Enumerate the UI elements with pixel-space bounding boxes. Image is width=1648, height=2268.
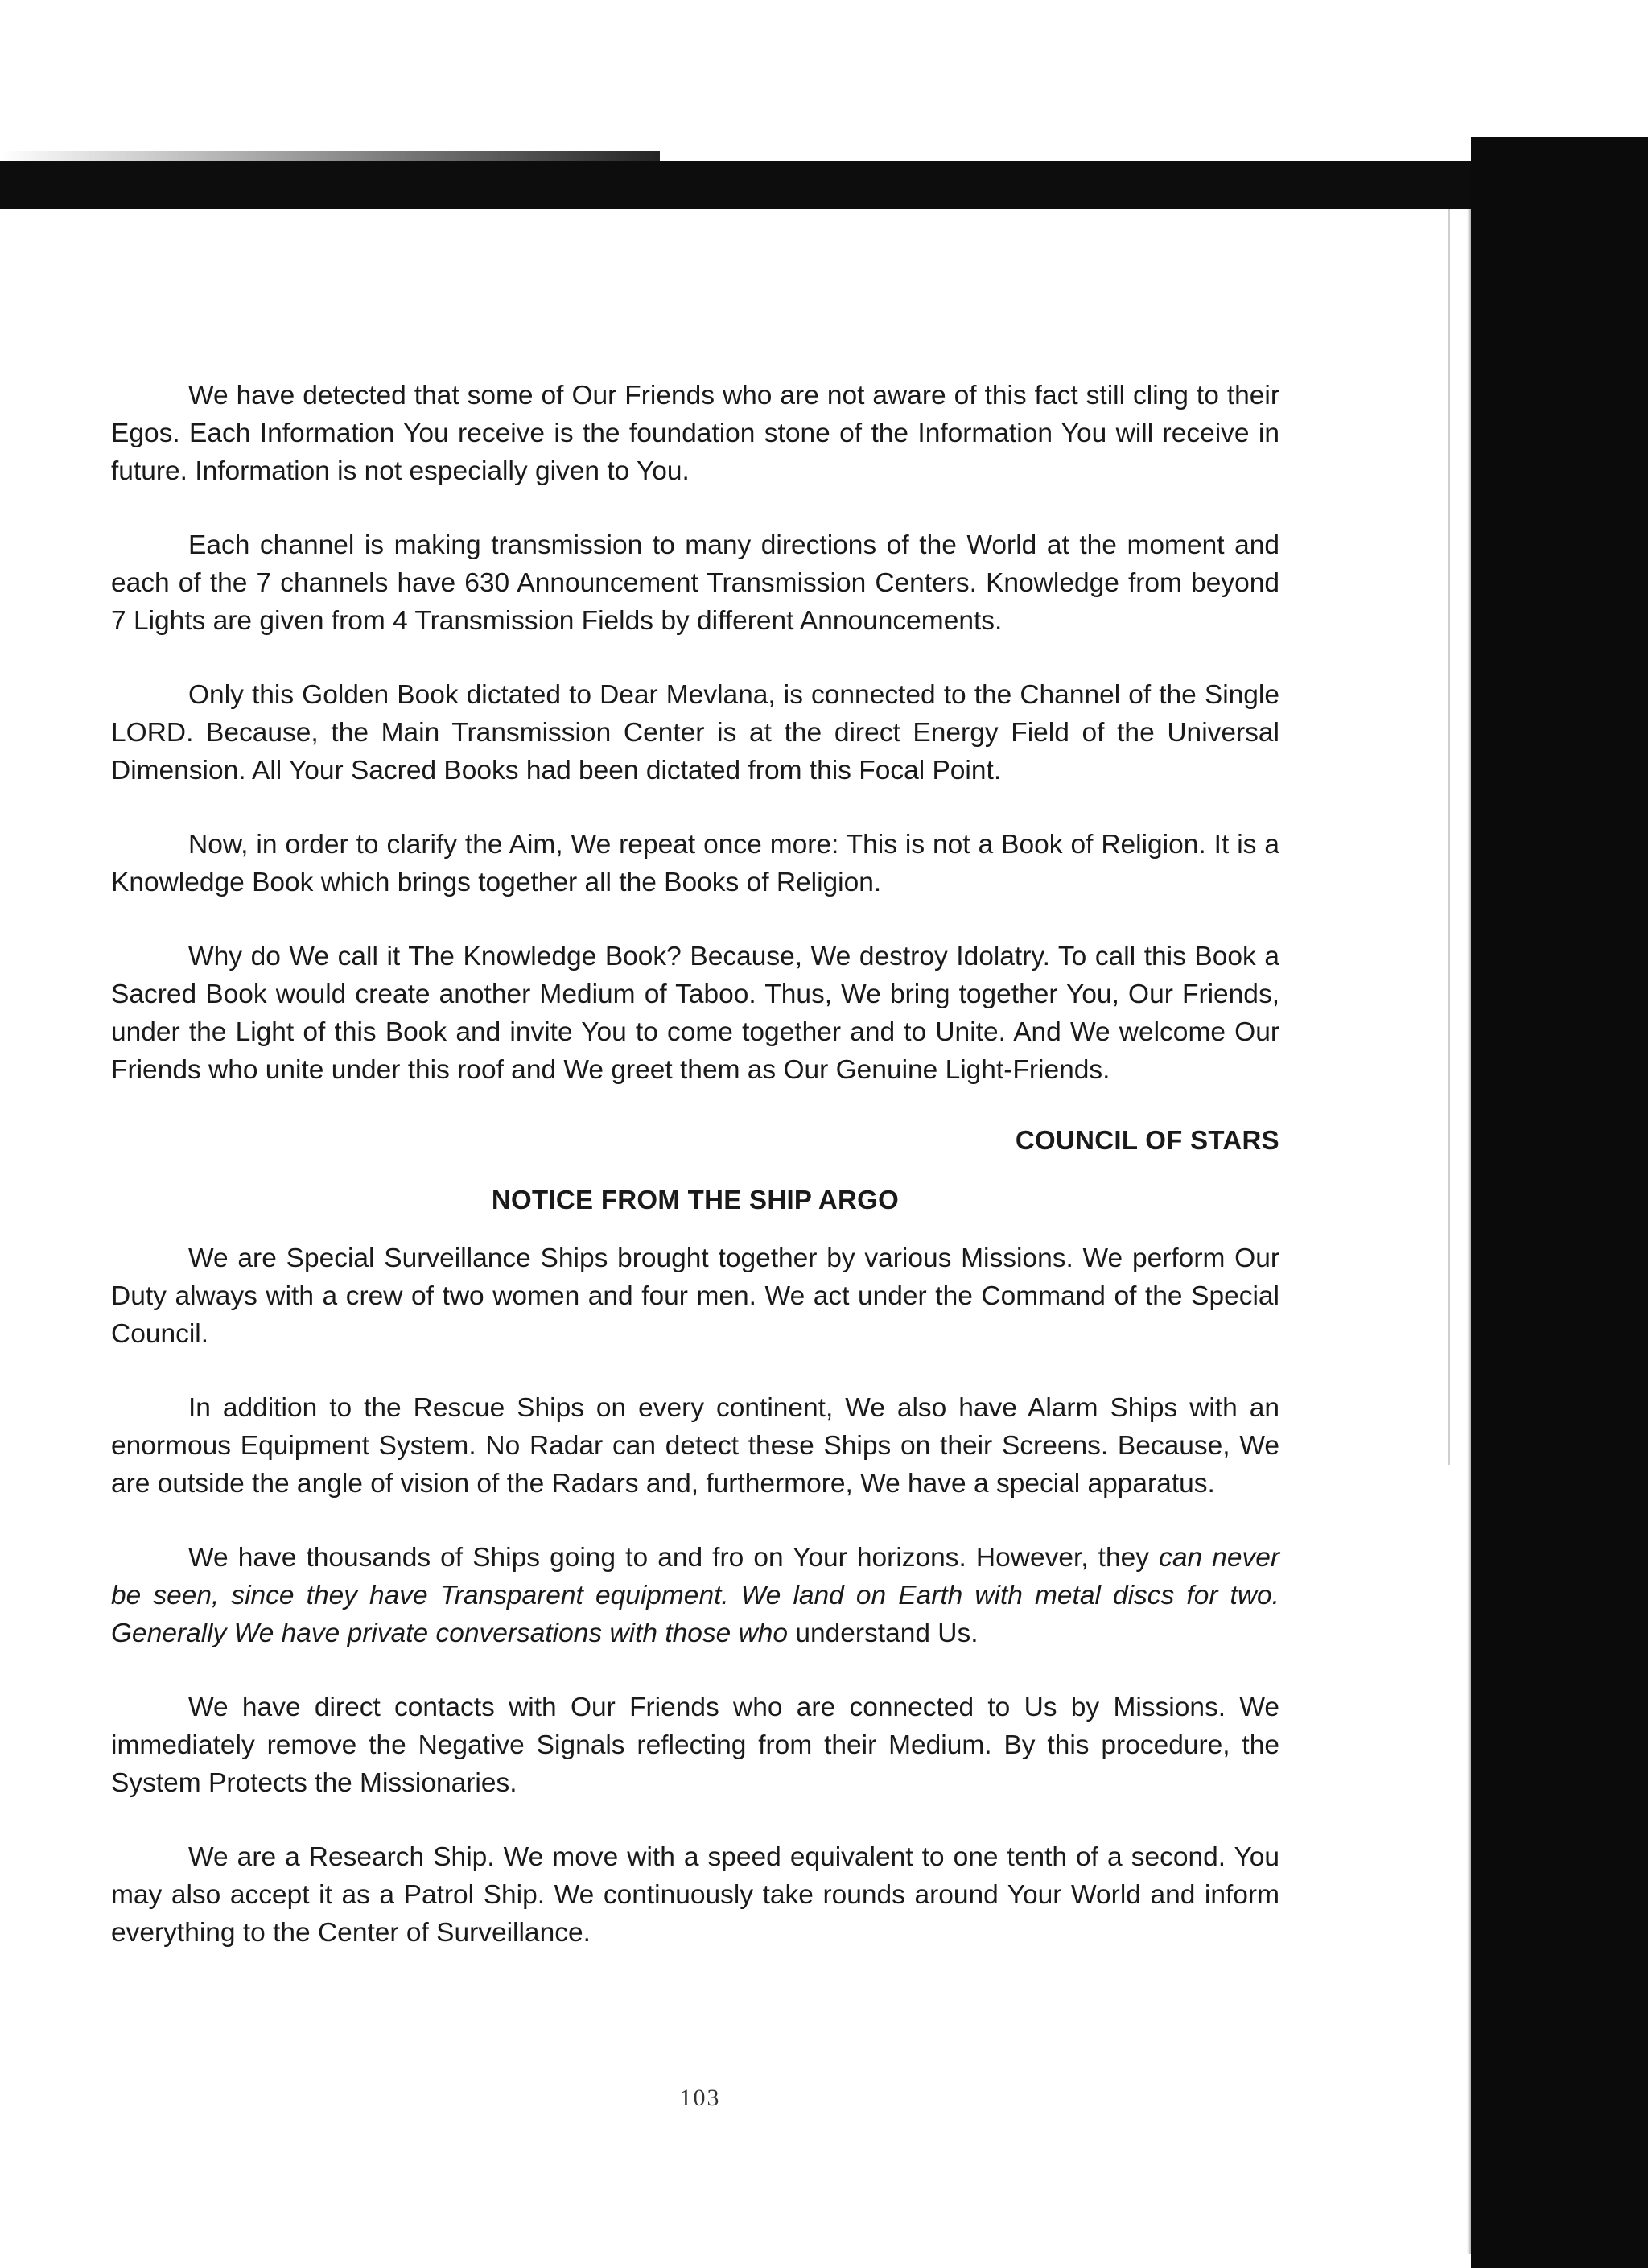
paragraph-plain-text: We have thousands of Ships going to and fro on Your horizons. However, they [188, 1543, 1160, 1573]
page-number: 103 [679, 2084, 721, 2111]
paragraph-italic-text: can never be seen, since they have Transparent equipment. We land on Earth with metal discs for two. Generally We have private conversations with those who [111, 1543, 1279, 1648]
page-body [111, 377, 1279, 1988]
paragraph: We have detected that some of Our Friends who are not aware of this fact still cling to their Egos. Each Information You receive is the foundation stone of the Information You will receive in future. Information is not especially given to You. [111, 381, 1279, 486]
paragraph: We are Special Surveillance Ships brought together by various Missions. We perform Our Duty always with a crew of two women and four men. We act under the Command of the Special Council. [111, 1243, 1279, 1349]
scan-right-shadow [1467, 209, 1478, 2254]
paragraph: We are a Research Ship. We move with a speed equivalent to one tenth of a second. You may also accept it as a Patrol Ship. We continuously take rounds around Your World and inform everything to the Center of Surveillance. [111, 1842, 1279, 1948]
scan-top-border [0, 161, 1473, 209]
paragraph: Only this Golden Book dictated to Dear Mevlana, is connected to the Channel of the Single LORD. Because, the Main Transmission Center is at the direct Energy Field of the Universal Dimension. All Your Sacred Books had been dictated from this Focal Point. [111, 680, 1279, 786]
paragraph: In addition to the Rescue Ships on every continent, We also have Alarm Ships with an enormous Equipment System. No Radar can detect these Ships on their Screens. Because, We are outside the angle of vision of the Radars and, furthermore, We have a special apparatus. [111, 1393, 1279, 1499]
paragraph: Why do We call it The Knowledge Book? Because, We destroy Idolatry. To call this Book a Sacred Book would create another Medium of Taboo. Thus, We bring together You, Our Friends, under the Light of this Book and invite You to come together and to Unite. And We welcome Our Friends who unite under this roof and We greet them as Our Genuine Light-Friends. [111, 942, 1279, 1085]
paragraph-tail-text: understand Us. [788, 1619, 978, 1648]
paragraph-with-italic [111, 1539, 1279, 1652]
paragraph: We have direct contacts with Our Friends who are connected to Us by Missions. We immediately remove the Negative Signals reflecting from their Medium. By this procedure, the System Protects the Missionaries. [111, 1693, 1279, 1798]
section-heading: NOTICE FROM THE SHIP ARGO [491, 1185, 900, 1214]
signature: COUNCIL OF STARS [1015, 1125, 1279, 1155]
paragraph: Now, in order to clarify the Aim, We repeat once more: This is not a Book of Religion. It is a Knowledge Book which brings together all the Books of Religion. [111, 830, 1279, 897]
paragraph: Each channel is making transmission to many directions of the World at the moment and each of the 7 channels have 630 Announcement Transmission Centers. Knowledge from beyond 7 Lights are given from 4 Transmission Fields by different Announcements. [111, 530, 1279, 636]
scan-right-border [1471, 137, 1648, 2268]
scan-gutter-line [1448, 209, 1450, 1465]
